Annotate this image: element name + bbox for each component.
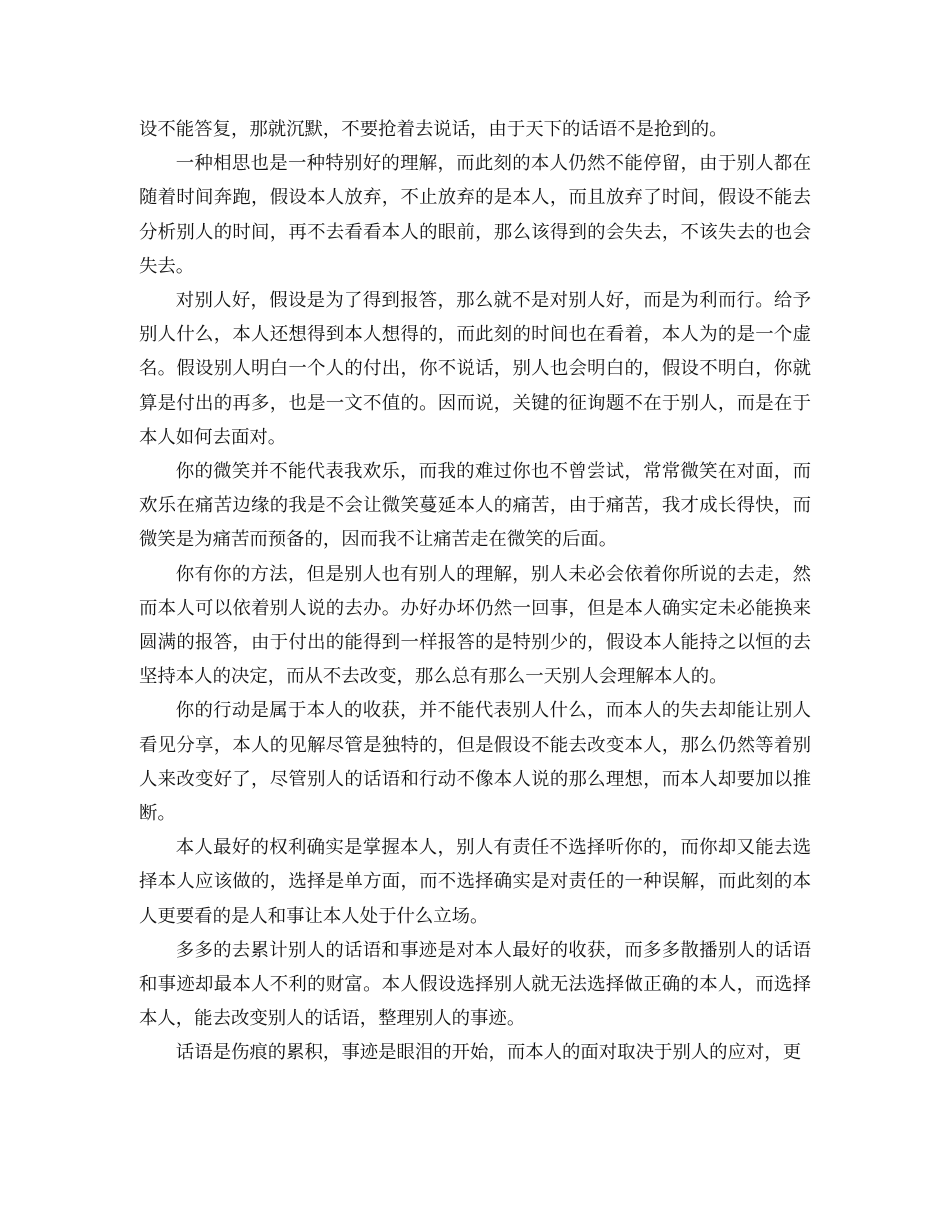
paragraph-3: 对别人好，假设是为了得到报答，那么就不是对别人好，而是为利而行。给予别人什么，本人还想得到本人想得的，而此刻的时间也在看着，本人为的是一个虚名。假设别人明白一个人的付出，你不说话，别人也会明白的，假设不明白，你就算是付出的再多，也是一文不值的。因而说，关键的征询题不在于别人，而是在于本人如何去面对。 — [139, 290, 811, 448]
document-page — [139, 113, 811, 1071]
paragraph-8: 多多的去累计别人的话语和事迹是对本人最好的收获，而多多散播别人的话语和事迹却最本人不利的财富。本人假设选择别人就无法选择做正确的本人，而选择本人，能去改变别人的话语，整理别人的事迹。 — [139, 939, 811, 1030]
paragraph-7: 本人最好的权利确实是掌握本人，别人有责任不选择听你的，而你却又能去选择本人应该做的，选择是单方面，而不选择确实是对责任的一种误解，而此刻的本人更要看的是人和事让本人处于什么立场。 — [139, 837, 811, 927]
paragraph-9: 话语是伤痕的累积，事迹是眼泪的开始，而本人的面对取决于别人的应对，更 — [175, 1042, 802, 1064]
paragraph-6: 你的行动是属于本人的收获，并不能代表别人什么，而本人的失去却能让别人看见分享，本人的见解尽管是独特的，但是假设不能去改变本人，那么仍然等着别人来改变好了，尽管别人的话语和行动不像本人说的那么理想，而本人却要加以推断。 — [139, 700, 811, 825]
paragraph-2: 一种相思也是一种特别好的理解，而此刻的本人仍然不能停留，由于别人都在随着时间奔跑，假设本人放弃，不止放弃的是本人，而且放弃了时间，假设不能去分析别人的时间，再不去看看本人的眼前，那么该得到的会失去，不该失去的也会失去。 — [139, 153, 811, 277]
paragraph-5: 你有你的方法，但是别人也有别人的理解，别人未必会依着你所说的去走，然而本人可以依着别人说的去办。办好办坏仍然一回事，但是本人确实定未必能换来圆满的报答，由于付出的能得到一样报答的是特别少的，假设本人能持之以恒的去坚持本人的决定，而从不去改变，那么总有那么一天别人会理解本人的。 — [139, 563, 811, 688]
paragraph-1: 设不能答复，那就沉默，不要抢着去说话，由于天下的话语不是抢到的。 — [139, 119, 728, 140]
paragraph-4: 你的微笑并不能代表我欢乐，而我的难过你也不曾尝试，常常微笑在对面，而欢乐在痛苦边缘的我是不会让微笑蔓延本人的痛苦，由于痛苦，我才成长得快，而微笑是为痛苦而预备的，因而我不让痛苦走在微笑的后面。 — [139, 461, 811, 551]
